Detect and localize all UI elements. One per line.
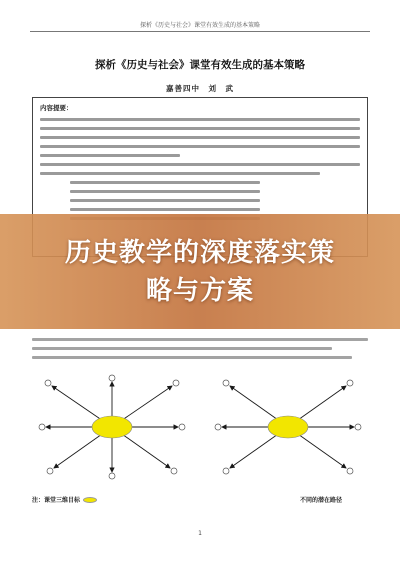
text-line <box>40 160 360 169</box>
text-line <box>32 335 368 344</box>
legend-note-left-text: 注：课堂三维目标 <box>32 497 81 504</box>
strategy-line <box>40 205 360 214</box>
text-line <box>40 142 360 151</box>
text-line <box>32 344 368 353</box>
abstract-label: 内容提要： <box>40 104 73 112</box>
strategy-line <box>40 178 360 187</box>
text-line <box>40 169 360 178</box>
strategy-line <box>40 187 360 196</box>
page-number: 1 <box>198 530 202 537</box>
running-head: 探析《历史与社会》课堂有效生成的基本策略 <box>139 22 260 29</box>
author-line: 嘉善四中 刘 武 <box>166 84 234 93</box>
header-rule <box>30 31 370 32</box>
body-paragraph <box>32 335 368 362</box>
diagram-potential-paths <box>208 372 368 482</box>
title-banner <box>0 214 400 329</box>
diagram-three-dimensional-goals <box>32 372 192 482</box>
text-line <box>32 353 368 362</box>
text-line <box>40 115 360 124</box>
document-title: 探析《历史与社会》课堂有效生成的基本策略 <box>95 59 305 71</box>
strategy-line <box>40 196 360 205</box>
text-line <box>40 124 360 133</box>
text-line <box>40 133 360 142</box>
banner-line-2: 略与方案 <box>145 275 254 306</box>
text-line <box>40 151 360 160</box>
banner-line-1: 历史教学的深度落实策 <box>64 237 335 268</box>
legend-note-left <box>32 495 97 504</box>
yellow-ellipse-icon <box>83 497 97 503</box>
legend-note-right: 不同的潜在路径 <box>300 497 343 504</box>
